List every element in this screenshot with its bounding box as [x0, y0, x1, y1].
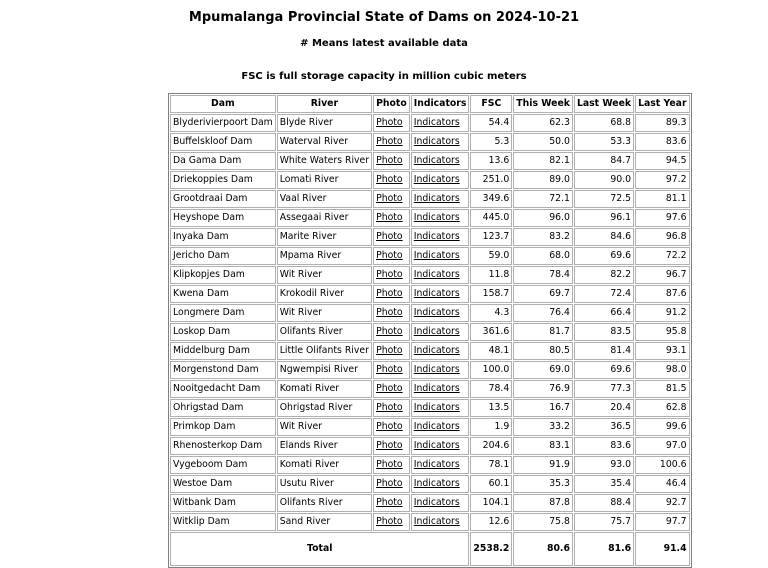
- river-name-cell: Komati River: [277, 380, 372, 398]
- this-week-cell: 76.4: [513, 304, 573, 322]
- photo-link[interactable]: Photo: [376, 421, 403, 432]
- photo-link[interactable]: Photo: [376, 117, 403, 128]
- river-name-cell: Wit River: [277, 304, 372, 322]
- photo-link[interactable]: Photo: [376, 269, 403, 280]
- indicators-link[interactable]: Indicators: [413, 288, 460, 299]
- page-title: Mpumalanga Provincial State of Dams on 2024-10-21: [188, 10, 580, 25]
- indicators-link-cell: [411, 114, 470, 132]
- indicators-link-cell: [411, 133, 470, 151]
- photo-link-cell: [373, 266, 410, 284]
- dam-name-cell: Westoe Dam: [170, 475, 276, 493]
- total-label: Total: [170, 532, 469, 566]
- last-week-cell: 53.3: [574, 133, 634, 151]
- photo-link[interactable]: Photo: [376, 383, 403, 394]
- river-name-cell: Elands River: [277, 437, 372, 455]
- indicators-link[interactable]: Indicators: [413, 478, 460, 489]
- last-week-cell: 84.6: [574, 228, 634, 246]
- dam-name-cell: Kwena Dam: [170, 285, 276, 303]
- header-this-week: This Week: [513, 95, 573, 113]
- indicators-link[interactable]: Indicators: [413, 383, 460, 394]
- photo-link-cell: [373, 152, 410, 170]
- this-week-cell: 96.0: [513, 209, 573, 227]
- table-row: [170, 380, 690, 398]
- dams-table: [168, 93, 692, 568]
- total-last-week: 81.6: [574, 532, 634, 566]
- last-week-cell: 72.4: [574, 285, 634, 303]
- river-name-cell: Krokodil River: [277, 285, 372, 303]
- last-year-cell: 83.6: [635, 133, 689, 151]
- this-week-cell: 75.8: [513, 513, 573, 531]
- dam-name-cell: Nooitgedacht Dam: [170, 380, 276, 398]
- this-week-cell: 89.0: [513, 171, 573, 189]
- indicators-link-cell: [411, 209, 470, 227]
- this-week-cell: 72.1: [513, 190, 573, 208]
- indicators-link-cell: [411, 475, 470, 493]
- river-name-cell: Wit River: [277, 266, 372, 284]
- indicators-link-cell: [411, 152, 470, 170]
- this-week-cell: 35.3: [513, 475, 573, 493]
- last-year-cell: 46.4: [635, 475, 689, 493]
- indicators-link-cell: [411, 494, 470, 512]
- last-week-cell: 93.0: [574, 456, 634, 474]
- table-row: [170, 209, 690, 227]
- last-year-cell: 62.8: [635, 399, 689, 417]
- header-last-year: Last Year: [635, 95, 689, 113]
- this-week-cell: 81.7: [513, 323, 573, 341]
- fsc-cell: 361.6: [470, 323, 512, 341]
- last-week-cell: 84.7: [574, 152, 634, 170]
- dam-name-cell: Driekoppies Dam: [170, 171, 276, 189]
- indicators-link-cell: [411, 361, 470, 379]
- indicators-link-cell: [411, 171, 470, 189]
- photo-link-cell: [373, 342, 410, 360]
- last-year-cell: 92.7: [635, 494, 689, 512]
- dam-name-cell: Jericho Dam: [170, 247, 276, 265]
- total-this-week: 80.6: [513, 532, 573, 566]
- photo-link-cell: [373, 209, 410, 227]
- last-week-cell: 90.0: [574, 171, 634, 189]
- last-year-cell: 96.8: [635, 228, 689, 246]
- last-year-cell: 100.6: [635, 456, 689, 474]
- indicators-link-cell: [411, 380, 470, 398]
- this-week-cell: 68.0: [513, 247, 573, 265]
- this-week-cell: 50.0: [513, 133, 573, 151]
- photo-link[interactable]: Photo: [376, 497, 403, 508]
- this-week-cell: 78.4: [513, 266, 573, 284]
- dam-name-cell: Inyaka Dam: [170, 228, 276, 246]
- fsc-cell: 204.6: [470, 437, 512, 455]
- indicators-link[interactable]: Indicators: [413, 250, 460, 261]
- dam-name-cell: Rhenosterkop Dam: [170, 437, 276, 455]
- fsc-cell: 13.6: [470, 152, 512, 170]
- last-year-cell: 89.3: [635, 114, 689, 132]
- photo-link-cell: [373, 380, 410, 398]
- fsc-cell: 445.0: [470, 209, 512, 227]
- photo-link-cell: [373, 513, 410, 531]
- dam-name-cell: Ohrigstad Dam: [170, 399, 276, 417]
- fsc-cell: 158.7: [470, 285, 512, 303]
- indicators-link-cell: [411, 323, 470, 341]
- last-week-cell: 82.2: [574, 266, 634, 284]
- photo-link[interactable]: Photo: [376, 459, 403, 470]
- photo-link[interactable]: Photo: [376, 155, 403, 166]
- table-row: [170, 475, 690, 493]
- fsc-cell: 123.7: [470, 228, 512, 246]
- river-name-cell: Blyde River: [277, 114, 372, 132]
- dam-name-cell: Klipkopjes Dam: [170, 266, 276, 284]
- indicators-link[interactable]: Indicators: [413, 307, 460, 318]
- total-last-year: 91.4: [635, 532, 689, 566]
- river-name-cell: Sand River: [277, 513, 372, 531]
- indicators-link[interactable]: Indicators: [413, 516, 460, 527]
- this-week-cell: 82.1: [513, 152, 573, 170]
- indicators-link-cell: [411, 285, 470, 303]
- header-dam: Dam: [170, 95, 276, 113]
- photo-link-cell: [373, 361, 410, 379]
- indicators-link-cell: [411, 399, 470, 417]
- indicators-link[interactable]: Indicators: [413, 155, 460, 166]
- table-row: [170, 494, 690, 512]
- photo-link-cell: [373, 399, 410, 417]
- table-row: [170, 114, 690, 132]
- table-row: [170, 152, 690, 170]
- indicators-link-cell: [411, 437, 470, 455]
- last-year-cell: 95.8: [635, 323, 689, 341]
- photo-link[interactable]: Photo: [376, 193, 403, 204]
- table-row: [170, 285, 690, 303]
- dam-name-cell: Vygeboom Dam: [170, 456, 276, 474]
- fsc-cell: 13.5: [470, 399, 512, 417]
- last-week-cell: 72.5: [574, 190, 634, 208]
- last-week-cell: 20.4: [574, 399, 634, 417]
- header-indicators: Indicators: [411, 95, 470, 113]
- indicators-link[interactable]: Indicators: [413, 326, 460, 337]
- last-week-cell: 83.6: [574, 437, 634, 455]
- last-week-cell: 75.7: [574, 513, 634, 531]
- last-year-cell: 99.6: [635, 418, 689, 436]
- photo-link[interactable]: Photo: [376, 364, 403, 375]
- photo-link-cell: [373, 190, 410, 208]
- fsc-cell: 100.0: [470, 361, 512, 379]
- this-week-cell: 76.9: [513, 380, 573, 398]
- this-week-cell: 62.3: [513, 114, 573, 132]
- indicators-link[interactable]: Indicators: [413, 345, 460, 356]
- this-week-cell: 33.2: [513, 418, 573, 436]
- dam-name-cell: Grootdraai Dam: [170, 190, 276, 208]
- last-week-cell: 36.5: [574, 418, 634, 436]
- fsc-cell: 5.3: [470, 133, 512, 151]
- fsc-cell: 1.9: [470, 418, 512, 436]
- photo-link[interactable]: Photo: [376, 478, 403, 489]
- table-row: [170, 437, 690, 455]
- photo-link[interactable]: Photo: [376, 231, 403, 242]
- header-last-week: Last Week: [574, 95, 634, 113]
- fsc-cell: 4.3: [470, 304, 512, 322]
- photo-link-cell: [373, 171, 410, 189]
- fsc-cell: 59.0: [470, 247, 512, 265]
- fsc-cell: 349.6: [470, 190, 512, 208]
- river-name-cell: Usutu River: [277, 475, 372, 493]
- fsc-note: FSC is full storage capacity in million cubic meters: [241, 71, 527, 82]
- photo-link[interactable]: Photo: [376, 326, 403, 337]
- dam-name-cell: Heyshope Dam: [170, 209, 276, 227]
- last-week-cell: 66.4: [574, 304, 634, 322]
- this-week-cell: 91.9: [513, 456, 573, 474]
- photo-link-cell: [373, 475, 410, 493]
- table-row: [170, 247, 690, 265]
- table-row: [170, 228, 690, 246]
- indicators-link-cell: [411, 190, 470, 208]
- dam-name-cell: Buffelskloof Dam: [170, 133, 276, 151]
- this-week-cell: 16.7: [513, 399, 573, 417]
- total-row: [170, 532, 690, 566]
- table-row: [170, 323, 690, 341]
- indicators-link[interactable]: Indicators: [413, 117, 460, 128]
- last-week-cell: 35.4: [574, 475, 634, 493]
- table-row: [170, 304, 690, 322]
- indicators-link[interactable]: Indicators: [413, 421, 460, 432]
- photo-link-cell: [373, 418, 410, 436]
- last-week-cell: 88.4: [574, 494, 634, 512]
- header-fsc: FSC: [470, 95, 512, 113]
- fsc-cell: 11.8: [470, 266, 512, 284]
- river-name-cell: Mpama River: [277, 247, 372, 265]
- indicators-link[interactable]: Indicators: [413, 497, 460, 508]
- indicators-link[interactable]: Indicators: [413, 212, 460, 223]
- table-row: [170, 418, 690, 436]
- dam-name-cell: Da Gama Dam: [170, 152, 276, 170]
- river-name-cell: Lomati River: [277, 171, 372, 189]
- river-name-cell: Wit River: [277, 418, 372, 436]
- last-year-cell: 97.6: [635, 209, 689, 227]
- indicators-link[interactable]: Indicators: [413, 231, 460, 242]
- dam-name-cell: Loskop Dam: [170, 323, 276, 341]
- fsc-cell: 78.4: [470, 380, 512, 398]
- last-year-cell: 98.0: [635, 361, 689, 379]
- photo-link-cell: [373, 323, 410, 341]
- indicators-link-cell: [411, 456, 470, 474]
- photo-link-cell: [373, 437, 410, 455]
- fsc-cell: 60.1: [470, 475, 512, 493]
- fsc-cell: 104.1: [470, 494, 512, 512]
- last-week-cell: 69.6: [574, 361, 634, 379]
- total-fsc: 2538.2: [470, 532, 512, 566]
- indicators-link[interactable]: Indicators: [413, 136, 460, 147]
- indicators-link-cell: [411, 266, 470, 284]
- dam-name-cell: Primkop Dam: [170, 418, 276, 436]
- river-name-cell: Ngwempisi River: [277, 361, 372, 379]
- last-year-cell: 96.7: [635, 266, 689, 284]
- photo-link-cell: [373, 285, 410, 303]
- photo-link[interactable]: Photo: [376, 174, 403, 185]
- photo-link-cell: [373, 247, 410, 265]
- last-year-cell: 81.5: [635, 380, 689, 398]
- last-year-cell: 97.2: [635, 171, 689, 189]
- photo-link[interactable]: Photo: [376, 212, 403, 223]
- photo-link-cell: [373, 228, 410, 246]
- table-row: [170, 171, 690, 189]
- river-name-cell: White Waters River: [277, 152, 372, 170]
- photo-link[interactable]: Photo: [376, 288, 403, 299]
- indicators-link-cell: [411, 228, 470, 246]
- this-week-cell: 69.0: [513, 361, 573, 379]
- indicators-link[interactable]: Indicators: [413, 440, 460, 451]
- this-week-cell: 80.5: [513, 342, 573, 360]
- river-name-cell: Olifants River: [277, 494, 372, 512]
- photo-link-cell: [373, 304, 410, 322]
- last-week-cell: 69.6: [574, 247, 634, 265]
- fsc-cell: 12.6: [470, 513, 512, 531]
- photo-link[interactable]: Photo: [376, 516, 403, 527]
- photo-link-cell: [373, 133, 410, 151]
- river-name-cell: Komati River: [277, 456, 372, 474]
- photo-link[interactable]: Photo: [376, 307, 403, 318]
- this-week-cell: 83.2: [513, 228, 573, 246]
- dam-name-cell: Witklip Dam: [170, 513, 276, 531]
- river-name-cell: Olifants River: [277, 323, 372, 341]
- photo-link[interactable]: Photo: [376, 250, 403, 261]
- table-header-row: [170, 95, 690, 113]
- last-year-cell: 97.0: [635, 437, 689, 455]
- fsc-cell: 251.0: [470, 171, 512, 189]
- dam-name-cell: Morgenstond Dam: [170, 361, 276, 379]
- fsc-cell: 48.1: [470, 342, 512, 360]
- table-row: [170, 456, 690, 474]
- indicators-link[interactable]: Indicators: [413, 459, 460, 470]
- last-year-cell: 72.2: [635, 247, 689, 265]
- dam-name-cell: Blyderivierpoort Dam: [170, 114, 276, 132]
- photo-link[interactable]: Photo: [376, 402, 403, 413]
- fsc-cell: 54.4: [470, 114, 512, 132]
- table-row: [170, 342, 690, 360]
- table-row: [170, 361, 690, 379]
- last-year-cell: 97.7: [635, 513, 689, 531]
- this-week-cell: 83.1: [513, 437, 573, 455]
- photo-link[interactable]: Photo: [376, 136, 403, 147]
- table-row: [170, 190, 690, 208]
- indicators-link[interactable]: Indicators: [413, 402, 460, 413]
- indicators-link-cell: [411, 513, 470, 531]
- photo-link-cell: [373, 114, 410, 132]
- indicators-link-cell: [411, 342, 470, 360]
- table-row: [170, 133, 690, 151]
- table-row: [170, 266, 690, 284]
- river-name-cell: Ohrigstad River: [277, 399, 372, 417]
- indicators-link[interactable]: Indicators: [413, 193, 460, 204]
- last-week-cell: 77.3: [574, 380, 634, 398]
- table-row: [170, 513, 690, 531]
- photo-link-cell: [373, 456, 410, 474]
- table-row: [170, 399, 690, 417]
- photo-link[interactable]: Photo: [376, 440, 403, 451]
- river-name-cell: Vaal River: [277, 190, 372, 208]
- indicators-link-cell: [411, 418, 470, 436]
- last-week-cell: 83.5: [574, 323, 634, 341]
- dam-name-cell: Witbank Dam: [170, 494, 276, 512]
- river-name-cell: Waterval River: [277, 133, 372, 151]
- last-week-cell: 81.4: [574, 342, 634, 360]
- last-week-cell: 68.8: [574, 114, 634, 132]
- indicators-link[interactable]: Indicators: [413, 269, 460, 280]
- last-year-cell: 93.1: [635, 342, 689, 360]
- indicators-link-cell: [411, 247, 470, 265]
- indicators-link[interactable]: Indicators: [413, 174, 460, 185]
- last-year-cell: 87.6: [635, 285, 689, 303]
- photo-link[interactable]: Photo: [376, 345, 403, 356]
- last-year-cell: 81.1: [635, 190, 689, 208]
- indicators-link-cell: [411, 304, 470, 322]
- dam-name-cell: Middelburg Dam: [170, 342, 276, 360]
- header-photo: Photo: [373, 95, 410, 113]
- river-name-cell: Little Olifants River: [277, 342, 372, 360]
- fsc-cell: 78.1: [470, 456, 512, 474]
- last-year-cell: 91.2: [635, 304, 689, 322]
- this-week-cell: 69.7: [513, 285, 573, 303]
- dam-name-cell: Longmere Dam: [170, 304, 276, 322]
- last-week-cell: 96.1: [574, 209, 634, 227]
- photo-link-cell: [373, 494, 410, 512]
- header-river: River: [277, 95, 372, 113]
- river-name-cell: Marite River: [277, 228, 372, 246]
- indicators-link[interactable]: Indicators: [413, 364, 460, 375]
- last-year-cell: 94.5: [635, 152, 689, 170]
- latest-data-note: # Means latest available data: [300, 38, 468, 49]
- river-name-cell: Assegaai River: [277, 209, 372, 227]
- this-week-cell: 87.8: [513, 494, 573, 512]
